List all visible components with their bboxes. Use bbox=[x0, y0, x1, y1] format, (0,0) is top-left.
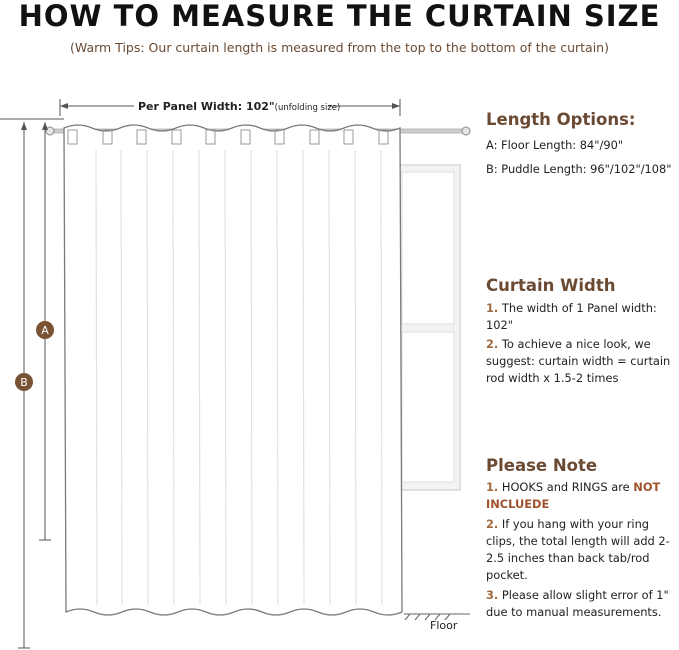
please-note-item-2: 2. If you hang with your ring clips, the total length will add 2-2.5 inches than back tab/rod pocket. bbox=[486, 517, 670, 582]
window-frame bbox=[395, 165, 460, 490]
length-options-section bbox=[486, 110, 676, 178]
please-note-heading: Please Note bbox=[486, 456, 598, 475]
length-option-a: A: Floor Length: 84"/90" bbox=[486, 138, 624, 152]
please-note-item-1: 1. HOOKS and RINGS are NOT INCLUEDE bbox=[486, 480, 661, 511]
length-options-heading: Length Options: bbox=[486, 110, 636, 129]
marker-a-label: A bbox=[41, 324, 49, 337]
length-option-b: B: Puddle Length: 96"/102"/108" bbox=[486, 162, 672, 176]
curtain-panel bbox=[64, 125, 402, 615]
width-label: Per Panel Width: 102"(unfolding size) bbox=[138, 100, 341, 113]
curtain-width-item-1: 1. The width of 1 Panel width: 102" bbox=[486, 301, 657, 332]
please-note-item-3: 3. Please allow slight error of 1" due to manual measurements. bbox=[486, 588, 669, 619]
curtain-width-item-2: 2. To achieve a nice look, we suggest: curtain width = curtain rod width x 1.5-2 times bbox=[486, 337, 671, 385]
curtain-width-section bbox=[486, 276, 676, 387]
floor-label: Floor bbox=[430, 619, 458, 632]
please-note-section bbox=[486, 456, 676, 621]
marker-b-label: B bbox=[20, 376, 28, 389]
page-title: HOW TO MEASURE THE CURTAIN SIZE bbox=[18, 0, 661, 33]
page-subtitle: (Warm Tips: Our curtain length is measured from the top to the bottom of the curtain) bbox=[70, 40, 609, 55]
curtain-width-heading: Curtain Width bbox=[486, 276, 616, 295]
